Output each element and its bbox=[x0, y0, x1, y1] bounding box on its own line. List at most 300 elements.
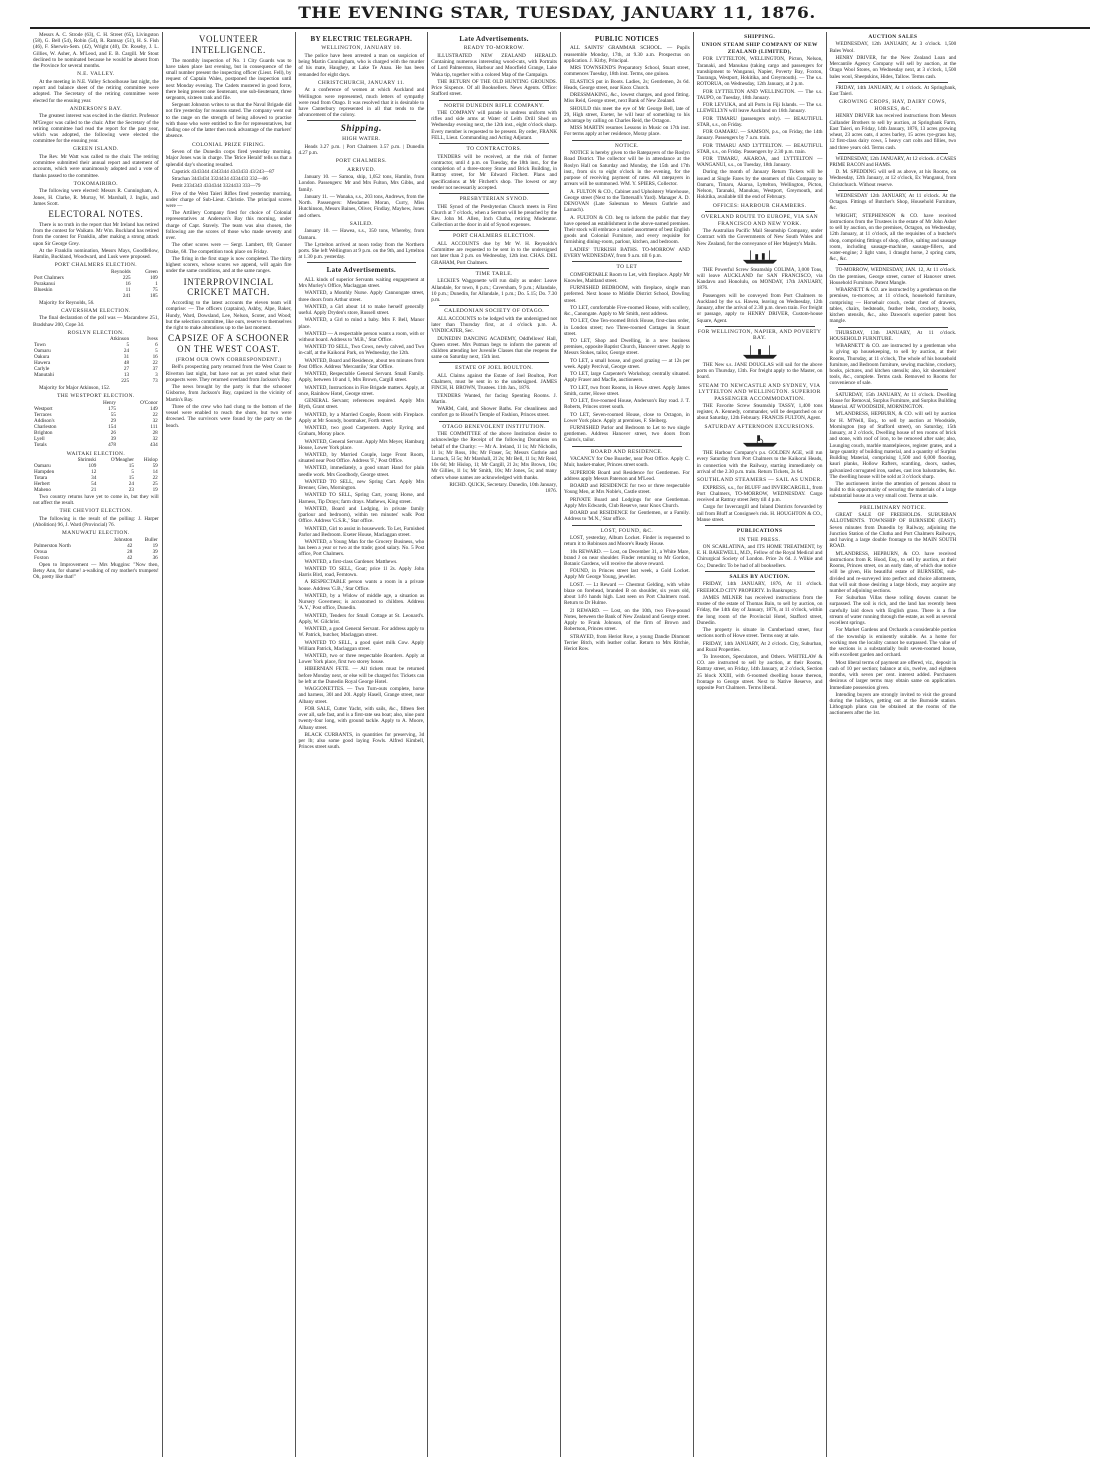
ad-heading: OTAGO BENEVOLENT INSTITUTION. bbox=[442, 423, 546, 430]
ad-heading: NORTH DUNEDIN RIFLE COMPANY. bbox=[444, 102, 545, 109]
table-cell: 241 bbox=[122, 292, 131, 299]
advertisement: FOR TIMARU AND LYTTELTON. — BEAUTIFUL STAR, s.s., on Friday. Passengers by 2.30 p.m. train. bbox=[696, 142, 823, 155]
article-paragraph: Seven of the Dunedin corps fired yesterday morning. Major Jones was in charge. The 'Brice Herald' tells us that a splendid day's shooting resulted. bbox=[165, 149, 292, 168]
section-heading: PRELIMINARY NOTICE. bbox=[859, 504, 927, 511]
article-paragraph: The Artillery Company fired for choice of Colonial representatives at Anderson's Bay this morning, under charge of Capt. Stavely. The team was also chosen, the following are the scores of those who made seventy and over. bbox=[165, 210, 292, 242]
section-heading: TOKOMAIRIRO. bbox=[73, 180, 119, 187]
ad-heading: PUBLICATIONS bbox=[736, 528, 783, 535]
steamship-icon bbox=[741, 344, 779, 360]
classified-ad: WANTED, Tenders for Small Cottage at St. Leonard's. Apply, W. Gilchrist. bbox=[298, 612, 425, 625]
table-cell: Blueskin bbox=[34, 286, 53, 293]
table-cell: 34 bbox=[91, 474, 97, 481]
dateline: CHRISTCHURCH, JANUARY 11. bbox=[317, 79, 405, 86]
table-cell: 29 bbox=[110, 417, 116, 424]
ad-heading: SATURDAY AFTERNOON EXCURSIONS. bbox=[704, 423, 815, 430]
table-cell: Johnston bbox=[113, 536, 133, 543]
section-heading: ROSLYN ELECTION. bbox=[67, 329, 125, 336]
table-cell: Henry bbox=[102, 399, 116, 406]
table-cell: Reynolds bbox=[111, 268, 131, 275]
table-cell: 28 bbox=[152, 429, 158, 436]
advertisement: Most liberal terms of payment are offered, viz., deposit in cash of 10 per section; balance at six, twelve, and eighteen months, with seven per cent. interest added. Purchasers desirous of larger terms may obtain same on application. Immediate possession given. bbox=[829, 659, 957, 691]
election-table bbox=[33, 337, 159, 385]
advertisement: LOST, yesterday, Album Locket. Finder is requested to return it to Robinson and Moore's Ready House. bbox=[564, 535, 690, 548]
advertisement: THURSDAY, 13th JANUARY, At 11 o'clock. HOUSEHOLD FURNITURE. bbox=[829, 329, 957, 342]
classified-ad: WANTED, by a Widow of middle age, a situation as Nursery Governess; is accustomed to children. Address 'A.Y.,' Post office, Dunedin. bbox=[298, 592, 425, 612]
ad-heading: TO CONTRACTORS. bbox=[466, 146, 522, 153]
table-cell: 12 bbox=[91, 468, 97, 475]
article-paragraph: The other scores were — Sergt. Lambert, 69; Gunner Drake, 68. The competition took place on Friday. bbox=[165, 242, 292, 255]
ad-heading: TIME TABLE. bbox=[475, 270, 513, 277]
table-cell: 73 bbox=[152, 378, 158, 385]
divider bbox=[439, 143, 549, 144]
section-heading: THE WESTPORT ELECTION. bbox=[57, 393, 135, 400]
classified-ad: FOR SALE, Cutter Yacht, with sails, &c., fifteen feet over all, safe fast, and is a first-rate sea boat; also, nine punt twenty-four long, with ground tackle. Apply to A. Moore, Albany street. bbox=[298, 705, 425, 731]
advertisement: WRIGHT, STEPHENSON & CO. have received instructions from the Trustees in the estate of Mr John Asher to sell by auction, on the premises, Octagon, on Wednesday, 12th January, at 11 o'clock, all the requisites of a butcher's shop, comprising fittings of shop, office, salting and sausage room, including sausage-machine, sausage-fillers, and water-engine; 2 light vans, 1 draught horse, 2 spring carts, &c., &c. bbox=[829, 212, 957, 263]
advertisement: DRESSMAKING, &c., lowest charges, and good fitting. Miss Reid, George street, next Bank of New Zealand. bbox=[564, 92, 690, 105]
table-cell: 19 bbox=[152, 542, 158, 549]
table-cell: 42 bbox=[127, 554, 133, 561]
table-cell: 75 bbox=[152, 286, 158, 293]
table-cell: Addison's bbox=[34, 417, 55, 424]
advertisement: BOARD and RESIDENCE for two or three respectable Young Men, at Mrs Noble's, Castle street. bbox=[564, 483, 690, 496]
divider bbox=[439, 230, 549, 231]
article-paragraph: Bell's prospecting party returned from the West Coast to Riverton last night, but have not as yet stated what their prospects were. They returned overland from Jackson's Bay. bbox=[165, 364, 292, 383]
advertisement: TO LET, large Carpenter's Workshop; centrally situated. Apply Fraser and Macfie, auctioneers. bbox=[564, 371, 690, 384]
article-paragraph: The firing in the first stage is now completed. The thirty highest scorers, whose scores we append, will again fire under the same conditions, and at the same ranges. bbox=[165, 255, 292, 275]
classified-ad: HIBERNIAN FETE. — All tickets must be returned before Monday next, or else will be charged for. Tickets can be left at the Dunedin Royal George Hotel. bbox=[298, 666, 425, 685]
ad-heading: SALES BY AUCTION. bbox=[729, 573, 790, 580]
table-cell: 13 bbox=[123, 372, 130, 379]
column-5 bbox=[561, 32, 694, 1457]
divider bbox=[705, 571, 815, 572]
advertisement: ILLUSTRATED NEW ZEALAND HERALD. Containing numerous interesting wood-cuts, with Portraits of Lord Palmerston, Harbour and Moorfield Grange, Lake Waka tip, together with a colored Map of the Campaign. bbox=[431, 52, 557, 78]
advertisement: M'LANDRESS, HEPBURN, & CO. have received instructions from R. Hood, Esq., to sell by auction, at their Rooms, Princes street, on an early date, of which due notice will be given, His beautiful estate of BURNSIDE, sub-divided and re-surveyed into perfect and choice allotments, that will suit those desiring a large block, may acquire any number of adjoining sections. bbox=[829, 550, 957, 594]
divider bbox=[307, 262, 417, 263]
table-cell: Terraces bbox=[34, 411, 52, 418]
divider bbox=[838, 327, 949, 328]
classified-ad: WANTED, two or three respectable Boarders. Apply at Lower York place, first two storey house. bbox=[298, 653, 425, 666]
page-columns bbox=[30, 32, 1092, 1457]
divider bbox=[705, 525, 815, 526]
byline: (FROM OUR OWN CORRESPONDENT.) bbox=[175, 356, 282, 363]
divider bbox=[838, 389, 949, 390]
advertisement: WBARNETT & CO. are instructed by a gentleman on the premises, to-morrow, at 11 o'clock, household furniture, comprising — Horsehair couch, cedar chest of drawers, tables, chairs, bedsteads, feather beds, crockery, books, kitchen utensils, &c., also Dawson's superior patent box mangle. bbox=[829, 287, 957, 325]
article-paragraph: Majority for Reynolds, 56. bbox=[39, 299, 95, 306]
article-paragraph: January 10. — Hawea, s.s., 350 tons, Whereby, from Oamaru. bbox=[298, 228, 425, 241]
table-cell: 39 bbox=[152, 548, 158, 555]
advertisement: HENRY DRIVER has received instructions from Messrs Callander Brothers to sell by auction, at Springbank Farm, East Taieri, on Friday, 14th January, 1876, 13 acres growing wheat, 23 acres oats, 4 acres barley, 15 acres rye-grass hay, 12 first-class dairy cows, 5 heavy cart colts and fillies, two and three years old. Terms cash. bbox=[829, 113, 957, 151]
classified-ad: WANTED TO SELL, Spring Cart, young Horse, and Harness, Tip Drays; farm drays. Mathews, King street. bbox=[298, 492, 425, 505]
steamship-icon bbox=[741, 249, 779, 265]
advertisement: The Australian Pacific Mail Steamship Company, under Contract with the Governments of New South Wales and New Zealand, for the conveyance of Her Majesty's Mails. bbox=[696, 228, 823, 247]
advertisement: PRIVATE Board and Lodgings for one Gentleman. Apply Mrs Edwards, Club Reserve, near Knox Church. bbox=[564, 496, 690, 509]
advertisement: SATURDAY, 15th JANUARY, At 11 o'clock. Dwelling House for Removal, Surplus Furniture, and Surplus Building Material. AT WOODSIDE, MORNINGTON. bbox=[829, 391, 957, 411]
table-cell: Shrimski bbox=[77, 457, 97, 463]
divider bbox=[705, 326, 815, 327]
advertisement: FOR TIMARU (passengers only). — BEAUTIFUL STAR, s.s., on Friday. bbox=[696, 115, 823, 128]
table-cell: 48 bbox=[123, 360, 130, 367]
table-cell: 15 bbox=[128, 474, 134, 481]
classified-ad: WANTED, General Servant. Apply Mrs Meyer, Hamburg House, Lower York place. bbox=[298, 438, 425, 451]
advertisement: FRIDAY, 14th JANUARY, 1876, At 11 o'clock. FREEHOLD CITY PROPERTY. In Bankruptcy. bbox=[696, 581, 823, 594]
advertisement: TO-MORROW, WEDNESDAY, JAN. 12, At 11 o'clock. On the premises, George street, corner of Hanover street. Household Furniture. Patent Mangle. bbox=[829, 267, 957, 286]
advertisement: THE Powerful Screw Steamship COLIMA, 3,000 Tons, will leave AUCKLAND for SAN FRANCISCO, via Kandavu and Honolulu, on MONDAY, 17th JANUARY, 1876. bbox=[696, 266, 823, 292]
article-paragraph: Messrs A. C. Strode (63), C. H. Street (65), Livingston (58), G. Bell (54), Robin (54), R. Ramsay (51), H. S. Fish (46), F. Sherwin-Sem. (42), Wright (40), Dr. Roseby, J. L. Gillies, W. Asher, A. M'Leod, and E. B. Cargill. Mr Stout declined to be nominated because he would be absent from the Province for several months. bbox=[33, 32, 159, 70]
table-cell: 3 bbox=[155, 372, 158, 379]
advertisement: THE Favorite Screw Steamship TASSY, 1,400 tons register, A. Kennedy, commander, will be despatched on or about Saturday, 12th February. FRANCIS FULTON, Agent. bbox=[696, 403, 823, 422]
table-cell: Town bbox=[34, 342, 46, 349]
table-cell: 11 bbox=[125, 286, 131, 293]
advertisement: FOR LYTTELTON AND WELLINGTON. — The s.s. TAUPO, on Tuesday, 18th January. bbox=[696, 88, 823, 101]
article-paragraph: The news brought by the party is that the schooner Gisborne, from Jackson's Bay, capsized in the vicinity of Martin's Bay. bbox=[165, 384, 292, 403]
article-paragraph: According to the latest accounts the eleven team will comprise: — The officers (captains), Ashby, Alpe, Baker, Hundy, Ward, Dowsland, Lee, Nelson, Scoter, and Wood; but the selection committee, like ours, reserve to themselves the right to make alterations up to the last moment. bbox=[165, 300, 292, 332]
classified-ad: WANTED, a first-class Gardener. Matthews. bbox=[304, 558, 398, 565]
table-cell: 22 bbox=[152, 474, 158, 481]
advertisement: ALL SAINTS' GRAMMAR SCHOOL. — Pupils reassemble Monday, 17th, at 9.30 a.m. Prospectus on application. J. Kirby, Principal. bbox=[564, 45, 690, 64]
election-table bbox=[33, 458, 159, 494]
ad-heading: LOST, FOUND, &C. bbox=[600, 527, 654, 534]
table-cell: 149 bbox=[149, 405, 158, 412]
ad-heading: SOUTHLAND STEAMERS — SAIL AS UNDER. bbox=[696, 477, 823, 484]
dateline: WELLINGTON, JANUARY 10. bbox=[321, 45, 402, 52]
advertisement: TO LET, Shop and Dwelling, in a new business premises, opposite Baptist Church, Hanover street. Apply to Messrs Stokes, tailor, George street. bbox=[564, 337, 690, 357]
divider bbox=[307, 120, 417, 121]
divider bbox=[838, 190, 949, 191]
advertisement: ALL ACCOUNTS to be lodged with the undersigned not later than Thursday first, at 4 o'clock p.m. A. VINDICATER, Sec. bbox=[431, 315, 557, 335]
classified-ad: WANTED TO SELL, Goat; price 1l 2s. Apply John Harris Bird, road, Ferntown. bbox=[298, 565, 425, 579]
article-paragraph: Two country returns have yet to come in, but they will not affect the result. bbox=[33, 493, 159, 507]
table-cell: 36 bbox=[152, 554, 158, 561]
divider bbox=[572, 446, 682, 447]
advertisement: RICHD. QUICK, Secretary. Dunedin, 10th January, 1876. bbox=[449, 481, 557, 495]
table-cell: Hampden bbox=[34, 468, 55, 475]
advertisement: TO LET, comfortable Five-roomed House, with scullery, &c., Canongate. Apply to Mr Smith, next address. bbox=[564, 304, 690, 318]
classified-ad: WANTED TO SELL, Two Cows, newly calved, and Two in-calf, at the Kaikorai Park, on Wednesday, the 12th. bbox=[298, 344, 425, 357]
advertisement: FOR LYTTELTON, WELLINGTON, Picton, Nelson, Taranaki, and Manukau (taking cargo and passengers for transhipment to Wanganui, Napier, Poverty Bay, Foxton, Tauranga, Westport, Hokitika, and Greymouth). — The s.s. ROTORUA, on Wednesday, 12th January, at 2 p.m. bbox=[696, 56, 823, 88]
ad-heading: OVERLAND ROUTE TO EUROPE, VIA SAN FRANCISCO AND NEW YORK. bbox=[701, 214, 819, 227]
article-paragraph: At the Franklin nomination, Messrs Mays, Goodfellow, Hamlin, Buckland, Woodward, and Lusk were proposed. bbox=[33, 247, 159, 261]
section-heading: SHIPPING. bbox=[744, 34, 776, 40]
advertisement: A. FULTON & CO. beg to inform the public that they have opened an establishment in the above-named premises. Their stock will embrace a varied assortment of best English goods and Colonial Furniture, and every requisite for furnishing dining-room, parlour, kitchen, and bedroom. bbox=[564, 214, 690, 246]
classified-ad: WANTED — A respectable person wants a room, with or without board. Address to 'M.B.,' Star Office. bbox=[298, 330, 425, 343]
table-cell: 22 bbox=[152, 411, 158, 418]
article-paragraph: January 10. — Samoa, ship, 1,052 tons, Hamlin, from London. Passengers: Mr and Mrs Fulton, Mrs Gibbs, and family. bbox=[298, 174, 425, 193]
table-cell: 32 bbox=[152, 417, 158, 424]
classified-ad: WANTED, Instructions in Fire Brigade matters. Apply, at once, Rainbow Hotel, George street. bbox=[298, 384, 425, 397]
divider bbox=[838, 264, 949, 265]
advertisement: THE COMMITTEE of the above Institution desire to acknowledge the Receipt of the following Donations on behalf of the Charity: — Mr A. Ireland, 1l 1s; Mr Nicholls, 1l 1s; Mr Ross, 10s; Mr Fraser, 5s; Messrs Guthrie and Larnach, 5l 5s; Mr Marshall, 2l 2s; Mr Bell, 1l 1s; Mr Reid, 10s 6d; Mr Hislop, 1l; Mr Cargill, 2l 2s; Mrs Brown, 10s; Mr Gillies, 1l 1s; Mr Smith, 10s; Mr Jones, 5s; and many others whose names are acknowledged with thanks. bbox=[431, 431, 557, 481]
section-heading: PORT CHALMERS. bbox=[335, 158, 387, 165]
ad-heading: PRESBYTERIAN SYNOD. bbox=[459, 196, 529, 203]
article-paragraph: January 11. — Wanaka, s.s., 203 tons, Andrews, from the North. Passengers: Mesdames Moran, Curry, Miss Hutchinson, Messrs Baines, Oliver, Findlay, Mayhew, Jones and others. bbox=[298, 193, 425, 219]
classified-ad: WANTED, a Girl to mind a baby. Mrs F. Bell, Manor place. bbox=[298, 317, 425, 330]
table-cell: 37 bbox=[152, 366, 158, 373]
table-cell: Purakanui bbox=[34, 280, 56, 287]
ad-heading: TO LET bbox=[616, 264, 638, 271]
advertisement: BOARD and RESIDENCE for Gentlemen, or a Family. Address to 'M.N.,' Star office. bbox=[564, 510, 690, 523]
table-cell: Buller bbox=[144, 536, 158, 543]
table-cell: 6 bbox=[155, 342, 158, 349]
advertisement: The property is situate in Cumberland street, four sections north of Howe street. Terms easy at sale. bbox=[696, 627, 823, 640]
advertisement: TO LET, a small house, and good grazing — at 12s per week. Apply Percival, George street. bbox=[564, 357, 690, 370]
table-cell: 19 bbox=[152, 486, 158, 493]
table-cell: 109 bbox=[88, 462, 97, 469]
advertisement: 10s REWARD. — Lost, on December 31, a White Mare, brand J on near shoulder. Finder returning to Mr Gordon, Botanic Gardens, will receive the above reward. bbox=[564, 548, 690, 567]
table-cell: Herbert bbox=[34, 480, 50, 487]
section-heading: HIGH WATER. bbox=[342, 136, 381, 143]
table-cell: 111 bbox=[150, 423, 158, 430]
section-heading: CAVERSHAM ELECTION. bbox=[60, 307, 131, 314]
ad-heading: GROWING CROPS, HAY, DAIRY COWS, HORSES, &C. bbox=[839, 99, 947, 112]
advertisement: NOTICE is hereby given to the Ratepayers of the Roslyn Road District. The collector will be in attendance at the Roslyn Hall on Saturday and Monday, the 15th and 17th inst., from six to eight o'clock in the evening, for the purpose of receiving payment of rates. All ratepayers in arrears will be summoned. WM. Y. SPIERS, Collector. bbox=[564, 150, 690, 188]
advertisement: FOR TIMARU, AKAROA, and LYTTELTON — WANGANUI, s.s., on Tuesday, 18th January. bbox=[696, 155, 823, 169]
section-heading: PORT CHALMERS ELECTION. bbox=[54, 262, 138, 269]
advertisement: LECKIE'S Waggonette will run daily as under: Leave Allandale, for town, 8 p.m.; Caversham, 9 p.m.; Allandale, 10 p.m.; Dunedin, for Allandale, 1 p.m.; Do. 5.15; Do. 7.30 p.m. bbox=[431, 278, 557, 304]
table-cell: 42 bbox=[127, 542, 133, 549]
classified-ad: GENERAL Servant; references required. Apply Mrs Blyth, Grant street. bbox=[298, 398, 425, 411]
classified-ad: WANTED, a Girl about 14 to make herself generally useful. Apply Dryden's store, Russell street. bbox=[298, 303, 425, 317]
table-cell: Atkinson bbox=[110, 336, 130, 343]
advertisement: THE Harbour Company's p.s. GOLDEN AGE, will run every Saturday from Port Chalmers to the Kaikorai Heads, in connection with the Railway, starting immediately on arrival of the 2.30 p.m. train. Return Tickets, 2s 6d. bbox=[696, 450, 823, 475]
advertisement: Cargo for Invercargill and Inland Districts forwarded by rail from Bluff at Consignee's risk. H. HOUGHTON & CO., Manse street. bbox=[696, 504, 823, 523]
advertisement: STRAYED, from Heriot Row, a young Dandie Dinmont Terrier Bitch, with leather collar. Return to Mrs Ritchie, Heriot Row. bbox=[564, 633, 690, 653]
advertisement: THE Synod of the Presbyterian Church meets in First Church at 7 o'clock, when a Sermon will be preached by the Rev. John M. Allen, Inch Clutha, retiring Moderator. Collection at the door in aid of Synod expenses. bbox=[431, 203, 557, 229]
advertisement: FRIDAY, 14th JANUARY, At 2 o'clock. City, Suburban, and Rural Properties. bbox=[696, 640, 823, 653]
advertisement: THE New s.s. JANE DOUGLAS will sail for the above ports on Thursday, 13th. For freight apply to the Master, on board. bbox=[696, 361, 823, 381]
table-cell: 59 bbox=[152, 462, 158, 469]
advertisement: To Investors, Speculators, and Others. WHITELAW & CO. are instructed to sell by auction, at their Rooms, Rattray street, on Friday, 14th January, at 2 o'clock, Section 35 block XXIII, with 6-roomed dwelling house thereon, frontage to George street. Next to Native Reserve, and opposite Port Chalmers. Terms liberal. bbox=[696, 653, 823, 692]
article-paragraph: There is no truth in the report that Mr Ireland has retired from the contest for Waikato. Mr Wm. Buckland has retired from the contest for Franklin, after making a strong attack upon Sir George Grey. bbox=[33, 221, 159, 247]
table-row bbox=[33, 443, 159, 449]
section-heading: SAILED. bbox=[349, 220, 374, 227]
advertisement: TENDERS will be received, at the risk of former contractor, until 4 p.m. on Tuesday, the 18th inst., for the completion of a three-storey Stone and Brick Building, in Rattray street, for Mr Edward Fitchett. Plans and specifications at Mr Fitchett's shop. The lowest or any tender not necessarily accepted. bbox=[431, 153, 557, 191]
article-paragraph: The final declaration of the poll was — Macandrew 251, Bradshaw 200, Cope 34. bbox=[33, 315, 159, 328]
table-cell: Foxton bbox=[34, 554, 49, 561]
election-table bbox=[33, 270, 159, 300]
table-cell: Palmerston North bbox=[34, 542, 71, 549]
article-paragraph: Sergeant Johnston writes to us that the Naval Brigade did not fire yesterday for reasons stated. The company went out to the range on the strength of being allowed to practise with those who were entitled to fire for representatives, but finding one of the latter then took advantage of the markers' absence. bbox=[165, 102, 292, 140]
article-paragraph: Five of the West Taieri Rifles fired yesterday morning, under charge of Sub-Lieut. Christie. The principal scores were — bbox=[165, 190, 292, 209]
table-cell: Maheno bbox=[34, 486, 51, 493]
article-headline: CAPSIZE OF A SCHOONER ON THE WEST COAST. bbox=[167, 333, 290, 355]
divider bbox=[838, 153, 949, 154]
table-cell: 1 bbox=[155, 280, 158, 287]
table-cell: 26 bbox=[110, 429, 116, 436]
classified-ad: BLACK CURRANTS, in quantities for preserving, 3d per lb; also some good laying Fowls. Alfred Kimbell, Princes street south. bbox=[298, 731, 425, 751]
table-cell: 28 bbox=[127, 548, 133, 555]
table-cell: 25 bbox=[152, 480, 158, 487]
table-cell: Hawera bbox=[34, 360, 51, 367]
section-heading: ANDERSON'S BAY. bbox=[69, 105, 122, 112]
table-cell: 39 bbox=[110, 435, 116, 442]
section-heading: MANUWATU ELECTION. bbox=[62, 530, 130, 537]
column-7 bbox=[827, 32, 960, 1457]
advertisement: MRS TOWNSEND'S Preparatory School, Stuart street, commences Tuesday, 18th inst. Terms, one guinea. bbox=[564, 65, 690, 78]
table-cell: Totara bbox=[34, 474, 48, 481]
article-paragraph: At the meeting in N.E. Valley Schoolhouse last night, the report and balance sheet of the retiring committee were adopted. The Secretary of the retiring committee were elected for the ensuing year. bbox=[33, 78, 159, 104]
article-headline: BY ELECTRIC TELEGRAPH. bbox=[310, 35, 413, 43]
column-6 bbox=[694, 32, 827, 1457]
section-heading: GREEN ISLAND. bbox=[73, 146, 119, 153]
table-cell: 5 bbox=[126, 342, 130, 349]
table-cell: 15 bbox=[128, 462, 134, 469]
ad-heading: NOTICE. bbox=[614, 142, 639, 149]
advertisement: HENRY DRIVER, for the New Zealand Loan and Mercantile Agency Company will sell by auction, at the Otago Wool Stores, on Wednesday next, at 3 o'clock, 1,500 bales wool, Sheepskins, Hides, Tallow. Terms cash. bbox=[829, 54, 957, 80]
ad-heading: FOR WELLINGTON, NAPIER, AND POVERTY BAY. bbox=[697, 328, 822, 342]
table-cell: Westport bbox=[34, 405, 53, 412]
classified-ad: WANTED TO SELL, a good quiet milk Cow. Apply William Patrick, Maclaggan street. bbox=[298, 639, 425, 652]
divider bbox=[439, 305, 549, 306]
classified-ad: WANTED, Girl to assist in housework. To Let, Furnished Parlor and Bedroom. Exeter House, Maclaggan street. bbox=[298, 525, 425, 538]
divider bbox=[838, 502, 949, 503]
section-heading: THE CHEVIOT ELECTION. bbox=[59, 508, 133, 515]
article-paragraph: Open to Improvement — Mrs Muggins: "Now then, Betsy Ann, for shame! a-walking of my mother's trumpets! Oh, pretty like that!" bbox=[33, 561, 159, 581]
table-cell: 23 bbox=[128, 486, 134, 493]
steamship-icon bbox=[741, 432, 779, 448]
table-cell: 32 bbox=[152, 435, 158, 442]
section-heading: WAITAKI ELECTION. bbox=[66, 450, 126, 457]
advertisement: THE COMPANY will parade in undress uniform with rifles and side arms at Water of Leith Drill Shed on Wednesday evening next, the 12th inst., eight o'clock sharp. Every member is requested to be present. By order, FRANK FELL, Lieut. Commanding and Acting Adjutant. bbox=[431, 110, 557, 141]
table-cell: 14 bbox=[152, 468, 158, 475]
ad-heading: READY TO-MORROW. bbox=[463, 45, 525, 52]
advertisement: JAMES MILNER has received instructions from the trustee of the estate of Thomas Bain, to sell by auction, on Friday, the 14th day of January, 1876, at 11 o'clock, within the long room of the Provincial Hotel, Stafford street, Dunedin. bbox=[696, 594, 823, 626]
advertisement: The auctioneers invite the attention of persons about to build to this opportunity of securing the materials of a large substantial house at a very small cost. Terms at sale. bbox=[829, 480, 957, 500]
article-paragraph: The greatest interest was excited in the district. Professor M'Gregor was called to the chair. After the Secretary of the retiring committee had read the report for the past year, which was adopted, the following were elected the committee for the ensuing year. bbox=[33, 113, 159, 145]
column-2 bbox=[163, 32, 296, 1457]
classified-ad: WAGGONETTES. — Two Turn-outs complete, horse and harness, 30l and 20l. Apply Hasell, Grange street, near Albany street. bbox=[298, 686, 425, 705]
article-paragraph: The Rev. Mr Watt was called to the chair. The retiring committee submitted their annual report and statement of accounts, which were unanimously adopted and a vote of thanks passed to the committee. bbox=[33, 153, 159, 179]
table-cell: Totals bbox=[34, 441, 47, 448]
table-cell: 55 bbox=[110, 411, 116, 418]
advertisement: VACANCY for One Boarder, near Post Office. Apply C. Muir, basket-maker, Princes street south. bbox=[564, 456, 690, 469]
section-heading: Shipping. bbox=[340, 123, 382, 134]
table-cell: Brighton bbox=[34, 429, 53, 436]
tide-table: Heads 3.27 p.m. | Port Chalmers 3.57 p.m. | Dunedin 4.27 p.m. bbox=[298, 143, 425, 156]
ad-heading: ESTATE OF JOEL BOULTON. bbox=[455, 365, 534, 372]
advertisement: During the month of January Return Tickets will be issued at Single Fares by the steamers of this Company to Oamaru, Timaru, Akaroa, Lyttelton, Wellington, Picton, Nelson, Taranaki, Manukau, Westport, Greymouth, and Hokitika, available till the end of February. bbox=[696, 169, 823, 201]
classified-ad: WANTED, a Young Man for the Grocery Business, who has been a year or two at the trade; good salary. No. 5 Post office, Port Chalmers. bbox=[298, 539, 425, 558]
advertisement: For Market Gardens and Orchards a considerable portion of the township is eminently suitable. As a home for working men the locality cannot be surpassed. The value of the sections is a substantially built seven-roomed house, with excellent garden and orchard. bbox=[829, 627, 957, 659]
advertisement: TO LET, Seven-roomed House, close to Octagon, in Lower York place. Apply at premises, F. Sleiberg. bbox=[564, 411, 690, 424]
article-headline: INTERPROVINCIAL CRICKET MATCH. bbox=[183, 276, 274, 298]
classified-list bbox=[299, 277, 425, 751]
divider bbox=[572, 140, 682, 141]
classified-ad: A RESPECTABLE person wants a room in a private house. Address 'G.B.,' Star Office. bbox=[298, 579, 425, 592]
advertisement: LADIES' TURKISH BATHS. TO-MORROW AND EVERY WEDNESDAY, from 9 a.m. till 6 p.m. bbox=[564, 246, 690, 259]
column-1 bbox=[30, 32, 163, 1457]
advertisement: For Suburban Villas these rolling downs cannot be surpassed. The soil is rich, and the land has recently been carefully laid down with English grass. There is a fine stream of water running through the estate, as well as several excellent springs. bbox=[829, 595, 957, 627]
article-paragraph: The Lyttelton arrived at noon today from the Northern ports. She left Wellington at 9 p.m. on the 9th, and Lyttelton at 1.30 p.m. yesterday. bbox=[298, 241, 425, 261]
advertisement: WBARNETT & CO. are instructed by a gentleman who is giving up housekeeping, to sell by auction, at their Rooms, Thursday, at 11 o'clock, The whole of his household furniture, and Bedroom furniture, sewing machine, crockery, books, pictures, and kitchen utensils; also, kit shoemakers' tools, &c., complete. Terms cash. Removed to Rooms for convenience of sale. bbox=[829, 343, 957, 387]
table-cell: 16 bbox=[152, 354, 158, 361]
masthead bbox=[0, 0, 1114, 26]
advertisement: WEDNESDAY, 12th JANUARY, At 12 o'clock. 4 CASES PRIME BACON and HAMS. bbox=[829, 155, 957, 168]
election-table bbox=[33, 538, 159, 562]
section-heading: Late Advertisements. bbox=[459, 35, 529, 43]
advertisement: TENDERS Wanted, for facing Spenting Rooms. J. Martin. bbox=[431, 392, 557, 405]
advertisement: FURNISHED Parlor and Bedroom to Let to two single gentlemen. Address Hanover street, two doors from Cairns's, tailor. bbox=[564, 425, 690, 444]
column-3 bbox=[296, 32, 429, 1457]
table-cell: Green bbox=[145, 268, 158, 275]
advertisement: WEDNESDAY, 12th JANUARY, At 3 o'clock. 1,500 Bales Wool. bbox=[829, 41, 957, 54]
article-paragraph: Majority for Major Atkinson, 152. bbox=[39, 385, 111, 392]
table-cell: 27 bbox=[123, 366, 130, 373]
advertisement: ALL Claims against the Estate of Joel Boulton, Port Chalmers, must be sent in to the undersigned. JAMES FINCH, H. BROWN, Trustees. 11th Jan., 1876. bbox=[431, 372, 557, 392]
divider bbox=[838, 82, 949, 83]
classified-ad: WANTED TO SELL, new Spring Cart. Apply Mrs Brenner, Glen, Mornington. bbox=[298, 478, 425, 492]
election-table bbox=[33, 401, 159, 449]
score-line: Strachan 3443434 3324434 4334433 332—86 bbox=[171, 176, 268, 183]
article-paragraph: At a conference of women at which Auckland and Wellington were represented, much letters of sympathy were read from Otago. It was resolved that it is desirable to have Canterbury represented in all that tends to the advancement of the colony. bbox=[298, 87, 425, 119]
table-cell: 21 bbox=[91, 486, 97, 493]
table-cell: 109 bbox=[149, 274, 158, 281]
ad-heading: CALEDONIAN SOCIETY OF OTAGO. bbox=[444, 308, 545, 315]
ad-heading: IN THE PRESS. bbox=[739, 536, 781, 543]
article-paragraph: The following is the result of the polling: J. Harper (Abolition) 96, J. Ward (Provincial) 76. bbox=[33, 515, 159, 528]
advertisement: EXPRESS, s.s., for BLUFF and INVERCARGILL, from Port Chalmers, TO-MORROW, WEDNESDAY. Cargo received at Rattray street Jetty till 4 p.m. bbox=[696, 484, 823, 504]
classified-ad: WANTED, Board and Lodging, in private family (parlour and bedroom), within ten minutes' walk Post Office. Address 'G.S.R.,' Star office. bbox=[298, 505, 425, 525]
advertisement: GREAT SALE OF FREEHOLDS. SUBURBAN ALLOTMENTS. TOWNSHIP OF BURNSIDE (EAST). Seven minutes from Dunedin by Railway, adjoining the Junction Station of the Clutha and Port Chalmers Railways, and having a large double frontage to the MAIN SOUTH ROAD. bbox=[829, 512, 957, 550]
table-cell: O'Conor bbox=[140, 399, 158, 406]
advertisement: SUPERIOR Board and Residence for Gentlemen. For address apply Messrs Paterson and M'Leod. bbox=[564, 469, 690, 482]
ad-heading: PORT CHALMERS ELECTION. bbox=[452, 233, 536, 240]
advertisement: WEDNESDAY 12th JANUARY, At 11 o'clock. At the Octagon. Fittings of Butcher's Shop, Household Furniture, &c. bbox=[829, 192, 957, 212]
table-cell: Hislop bbox=[143, 457, 158, 463]
divider bbox=[439, 100, 549, 101]
advertisement: Passengers will be conveyed from Port Chalmers to Auckland by the s.s. Hawea, leaving on Wednesday, 12th January, after the arrival of 2.30 p.m. down train. For freight or passage, apply to HENRY DRIVER, Custom-house Square, Agent. bbox=[696, 292, 823, 324]
advertisement: FRIDAY, 14th JANUARY, At 1 o'clock. At Springbank, East Taieri. bbox=[829, 84, 957, 98]
advertisement: ALL ACCOUNTS due by Mr W. H. Reynolds's Committee are requested to be sent in to the undersigned not later than 2 p.m. on Wednesday, 12th inst. CHAS. DEL GRAHAM, Port Chalmers. bbox=[431, 240, 557, 266]
section-heading: PUBLIC NOTICES bbox=[594, 35, 659, 43]
classified-ad: WANTED, Board and Residence, about ten minutes from Post Office. Address 'Mercantile,' Star Office. bbox=[298, 357, 425, 370]
table-cell: Oamaru bbox=[34, 462, 51, 469]
table-cell: Manutahi bbox=[34, 372, 54, 379]
table-cell: Oroua bbox=[34, 548, 47, 555]
advertisement: TO LET, two front Rooms, in Howe street. Apply James Smith, carter, Howe street. bbox=[564, 384, 690, 397]
article-headline: VOLUNTEER INTELLIGENCE. bbox=[191, 34, 266, 55]
ad-heading: STEAM TO NEWCASTLE AND SYDNEY, VIA LYTTELTON AND WELLINGTON. SUPERIOR PASSENGER ACCOMMODATION. bbox=[698, 382, 821, 402]
section-heading: N.E. VALLEY. bbox=[77, 71, 115, 78]
classified-ad: WANTED, by Married Couple, large Front Room, situated near Post Office. Address 'F.,' Post Office. bbox=[298, 451, 425, 465]
table-cell: 225 bbox=[121, 378, 130, 385]
divider bbox=[705, 211, 815, 212]
section-heading: AUCTION SALES bbox=[868, 34, 918, 40]
table-cell: 434 bbox=[149, 441, 158, 448]
article-headline: ELECTORAL NOTES. bbox=[48, 209, 144, 220]
advertisement: MISS MARTIN resumes Lessons in Music on 17th inst. For terms apply at her residence, Moray place. bbox=[564, 125, 690, 138]
classified-ad: WANTED, a Monthly Nurse. Apply Cannongate street, three doors from Arthur street. bbox=[298, 290, 425, 303]
table-cell: 16 bbox=[125, 280, 131, 287]
table-cell: Oakura bbox=[34, 354, 50, 361]
table-cell: 185 bbox=[149, 292, 158, 299]
article-paragraph: The monthly inspection of No. 1 City Guards was to have taken place last evening, but in consequence of the small number present the inspecting officer (Lieut. Fell), by request of Captain Wales, postponed the inspection until next Monday evening. The Cadets mustered in good force, there being present one lieutenant, one sub-lieutenant, three sergeants, sixteen rank and file. bbox=[165, 57, 292, 101]
table-cell: 24 bbox=[123, 348, 130, 355]
classified-ad: WANTED, two good Carpenters. Apply Eyring and Graham, Moray place. bbox=[298, 425, 425, 438]
advertisement: DUNEDIN DANCING ACADEMY, Oddfellows' Hall, Queen street. Mrs Putman begs to inform the parents of children attending her Juvenile Classes that she reopens the same on Saturday next, 15th inst. bbox=[431, 335, 557, 361]
article-paragraph: Three of the crew who had clung to the bottom of the vessel were enabled to reach the shore, but two were drowned. The survivors were found by the party on the beach. bbox=[165, 403, 292, 429]
table-cell: O'Meagher bbox=[110, 457, 134, 463]
advertisement: D. M. SPEDDING will sell as above, at his Rooms, on Wednesday, 12th January, at 12 o'clock, Ex Wanganui, from Christchurch. Without reserve. bbox=[829, 169, 957, 188]
advertisement: A. FULTON & CO., Cabinet and Upholstery Warehouse, George street (Next to the Tattersall's Yard). Manager A. D. DENOVAN (Late Salesman to Messrs Guthrie and Larnach). bbox=[564, 188, 690, 214]
column-4 bbox=[428, 32, 561, 1457]
table-cell: 225 bbox=[122, 274, 131, 281]
advertisement: FOR OAMARU. — SAMSON, p.s., on Friday, the 14th January. Passengers by 7 a.m. train. bbox=[696, 129, 823, 142]
article-paragraph: The following were elected: Messrs R. Cunningham, A. Jones, H. Clarke, R. Murray, W. Marshall, J. Inglis, and James Scott. bbox=[33, 188, 159, 207]
section-heading: Late Advertisements. bbox=[326, 266, 397, 275]
advertisement: M'LANDRESS, HEPBURN, & CO. will sell by auction for H. M'Neill, Esq., to sell by auction at Woodside, Mornington (top of Stafford street), on Saturday, 15th January, at 2 o'clock, Dwelling house of ten rooms of brick and stone, with roof of iron, to be removed after sale; also, Lounging couch, marble mantelpieces, register grates, and a large quantity of building material, and a quantity of Surplus Building Material, comprising 1,500 and 6,000 flooring, kauri planks, Hollow Rafters, scantling, doors, sashes, galvanized corrugated iron, sashes, cast iron balustrades, &c. The dwelling house will be sold at 3 o'clock sharp. bbox=[829, 411, 957, 480]
advertisement: WARM, Cold, and Shower Baths. For cleanliness and comfort go to Bissell's Temple of Fashion, Princes street. bbox=[431, 406, 557, 419]
advertisement: THE RETURN OF THE OLD HUNTING GROUNDS. Price Sixpence. Of all Booksellers. News Agents. Office: Stafford street. bbox=[431, 78, 557, 98]
